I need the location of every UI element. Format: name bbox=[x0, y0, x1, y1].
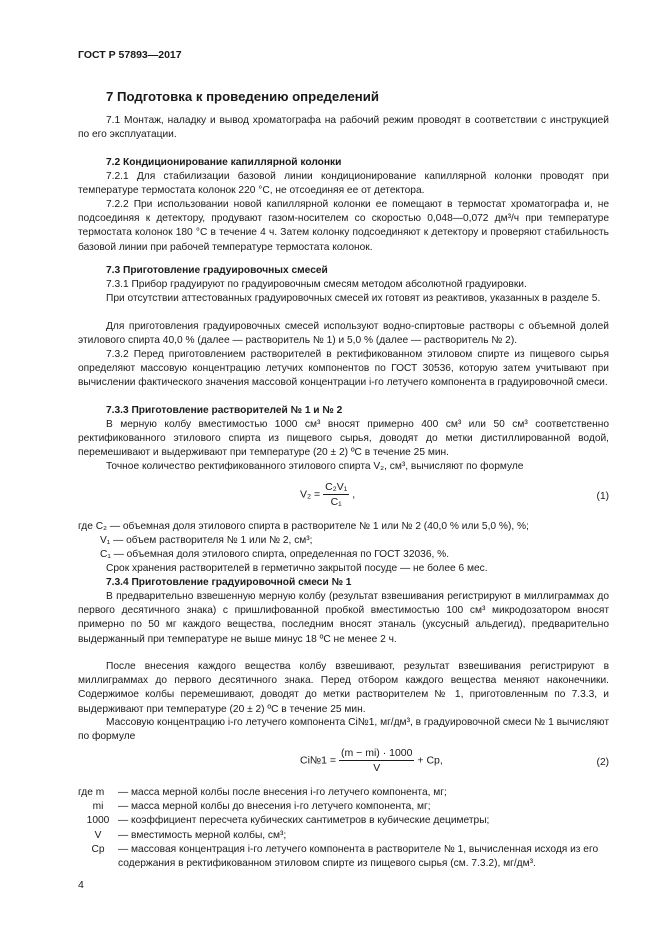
definition-text: — масса мерной колбы после внесения i-го летучего компонента, мг; bbox=[118, 787, 447, 798]
formula-2 bbox=[300, 746, 443, 775]
definition-text: — коэффициент пересчета кубических сантиметров в кубические дециметры; bbox=[118, 815, 490, 827]
formula-1-tail: , bbox=[352, 488, 356, 501]
formula-2-numerator: (m − mi) · 1000 bbox=[339, 746, 414, 761]
page-number: 4 bbox=[78, 879, 84, 891]
paragraph-7-3-3-formula-intro: Точное количество ректификованного этилового спирта V₂, см³, вычисляют по формуле bbox=[106, 461, 524, 472]
storage-note: Срок хранения растворителей в герметично закрытой посуде — не более 6 мес. bbox=[106, 563, 488, 574]
paragraph-absent-mixtures: При отсутствии аттестованных градуировочных смесей их готовят из реактивов, указанных в разделе 5. bbox=[106, 293, 601, 304]
variable-definitions bbox=[78, 786, 613, 871]
equation-number-2: (2) bbox=[596, 757, 609, 768]
formula-1 bbox=[300, 480, 355, 509]
definition-text: — массовая концентрация i-го летучего компонента в растворителе № 1, вычисленная исходя из его содержания в ректификованном этиловом спирте из пищевого сырья (см. 7.3.2), мг/дм³. bbox=[118, 843, 599, 870]
definition-row bbox=[78, 829, 613, 843]
document-header: ГОСТ Р 57893—2017 bbox=[78, 49, 182, 61]
where-c2: где C₂ — объемная доля этилового спирта в растворителе № 1 или № 2 (40,0 % или 5,0 %), %; bbox=[78, 521, 529, 532]
definition-symbol: 1000 bbox=[86, 815, 110, 827]
definition-row bbox=[78, 800, 613, 814]
formula-1-numerator: C₂V₁ bbox=[323, 480, 349, 495]
definition-symbol: где m bbox=[78, 787, 105, 798]
definition-symbol: mi bbox=[92, 801, 104, 813]
definition-text: — масса мерной колбы до внесения i-го летучего компонента, мг; bbox=[118, 801, 431, 813]
formula-2-lhs: Ci№1 = bbox=[300, 754, 337, 767]
subsection-title-7-3: 7.3 Приготовление градуировочных смесей bbox=[106, 265, 328, 276]
formula-2-tail: + Cр, bbox=[417, 754, 443, 767]
definition-row bbox=[78, 786, 613, 800]
equation-number-1: (1) bbox=[596, 491, 609, 502]
paragraph-solvent-prep: Для приготовления градуировочных смесей используют водно-спиртовые растворы с объемной долей этилового спирта 40,0 % (далее — растворитель № 1) и 5,0 % (далее — растворитель № 2). bbox=[78, 321, 609, 347]
paragraph-7-1: 7.1 Монтаж, наладку и вывод хроматографа на рабочий режим проводят в соответствии с инструкцией по его эксплуатации. bbox=[78, 115, 609, 141]
where-c1: C₁ — объемная доля этилового спирта, определенная по ГОСТ 32036, %. bbox=[100, 549, 450, 560]
subsection-title-7-3-4: 7.3.4 Приготовление градуировочной смеси № 1 bbox=[106, 577, 352, 588]
where-v1: V₁ — объем растворителя № 1 или № 2, см³; bbox=[100, 535, 313, 546]
paragraph-7-3-4-formula-intro: Массовую концентрацию i-го летучего компонента Ci№1, мг/дм³, в градуировочной смеси № 1 вычисляют по формуле bbox=[78, 717, 609, 743]
paragraph-7-2-1: 7.2.1 Для стабилизации базовой линии кондиционирование капиллярной колонки проводят при температуре термостата колонок 220 °С, не отсоединяя ее от детектора. bbox=[78, 171, 609, 197]
subsection-title-7-2: 7.2 Кондиционирование капиллярной колонки bbox=[106, 157, 342, 168]
paragraph-7-3-2: 7.3.2 Перед приготовлением растворителей в ректификованном этиловом спирте из пищевого сырья определяют массовую концентрацию летучих компонентов по ГОСТ 30536, которую затем учитывают при вычислении фактического значения массовой концентрации i-го летучего компонента в градуировочной смеси. bbox=[78, 349, 609, 389]
paragraph-7-3-1: 7.3.1 Прибор градуируют по градуировочным смесям методом абсолютной градуировки. bbox=[106, 279, 527, 290]
formula-2-denominator: V bbox=[373, 762, 381, 775]
formula-1-fraction bbox=[323, 480, 349, 509]
subsection-title-7-3-3: 7.3.3 Приготовление растворителей № 1 и № 2 bbox=[106, 405, 343, 416]
definition-row bbox=[78, 814, 613, 828]
definition-symbol: V bbox=[94, 829, 102, 841]
section-title: 7 Подготовка к проведению определений bbox=[106, 89, 379, 104]
paragraph-7-3-4-first: В предварительно взвешенную мерную колбу (результат взвешивания регистрируют в миллиграммах до первого десятичного знака) с пришлифованной пробкой вместимостью 100 см³ микродозатором вносят примерно по 50 мг каждого вещества, последним вносят этаналь (уксусный альдегид), предварительно выдержанный при температуре не выше минус 18 ºС не менее 2 ч. bbox=[78, 591, 609, 645]
formula-2-fraction bbox=[339, 746, 414, 775]
paragraph-7-3-4-second: После внесения каждого вещества колбу взвешивают, результат взвешивания регистрируют в миллиграммах до первого десятичного знака. Перед отбором каждого вещества меняют наконечники. Содержимое колбы перемешивают, доводят до метки растворителем № 1, приготовленным по 7.3.3, и выдерживают при температуре (20 ± 2) ºС в течение 25 мин. bbox=[78, 661, 609, 715]
formula-1-lhs: V₂ = bbox=[300, 488, 321, 501]
formula-1-denominator: C₁ bbox=[330, 496, 342, 509]
definition-symbol: Cр bbox=[91, 843, 105, 855]
definition-text: — вместимость мерной колбы, см³; bbox=[118, 829, 287, 841]
paragraph-7-3-3-text: В мерную колбу вместимостью 1000 см³ вносят примерно 400 см³ или 50 см³ соответственно ректификованного этилового спирта из пищевого сырья, доводят до метки дистиллированной водой, перемешивают и выдерживают при температуре (20 ± 2) ºС в течение 25 мин. bbox=[78, 419, 609, 459]
paragraph-7-2-2: 7.2.2 При использовании новой капиллярной колонки ее помещают в термостат хроматографа и, не подсоединяя к детектору, продувают газом-носителем со скоростью 0,048—0,072 дм³/ч при температуре термостата колонок 180 °С в течение 4 ч. Затем колонку подсоединяют к детектору и проверяют стабильность базовой линии при рабочей температуре термостата колонок. bbox=[78, 199, 609, 253]
definition-row bbox=[78, 843, 613, 871]
